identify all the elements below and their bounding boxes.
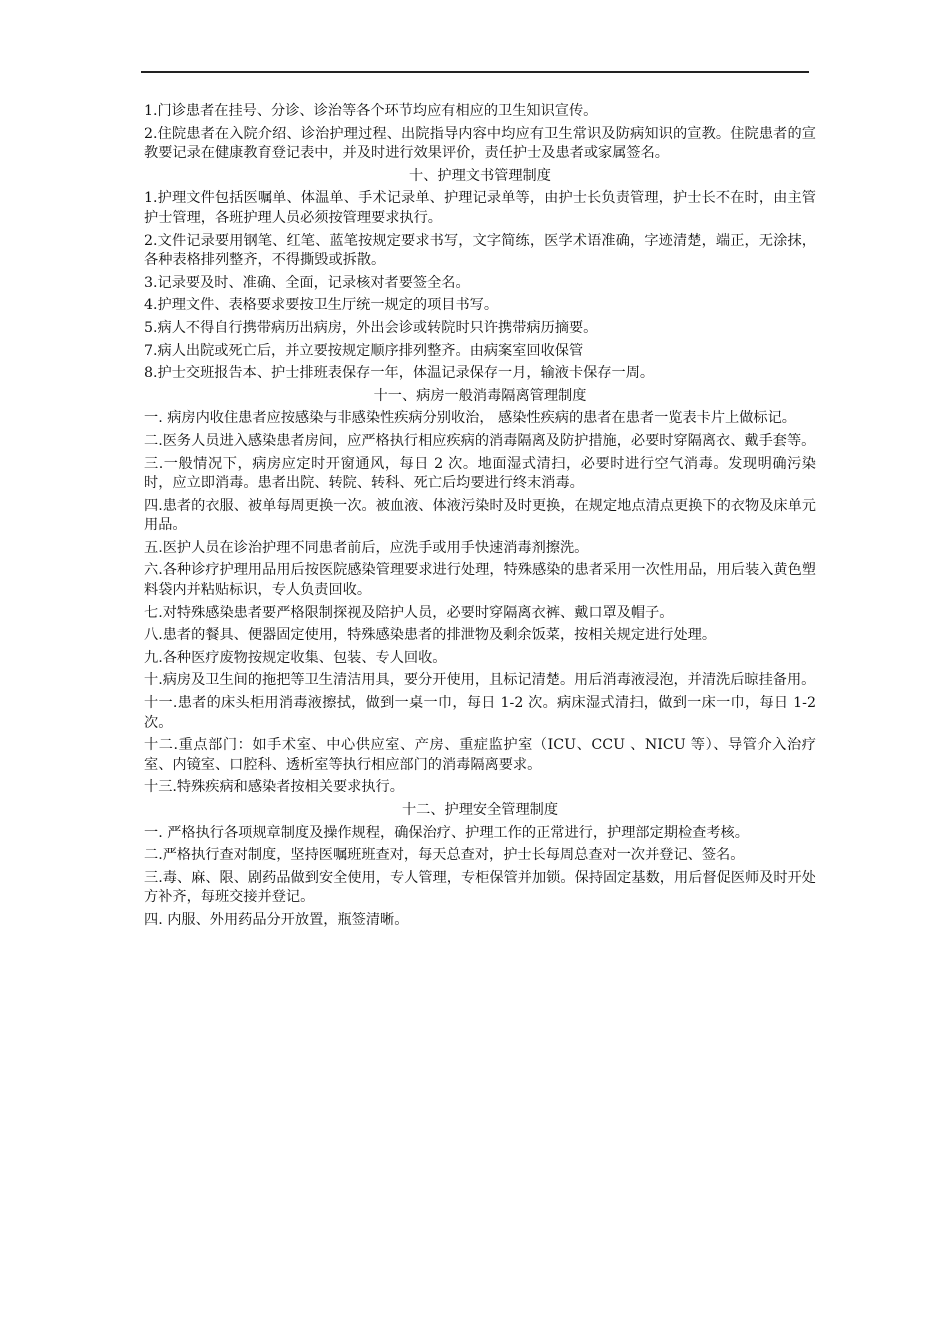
paragraph: 4.护理文件、表格要求要按卫生厅统一规定的项目书写。	[144, 297, 499, 314]
section-title: 十二、护理安全管理制度	[401, 802, 559, 818]
paragraph: 2.文件记录要用钢笔、红笔、蓝笔按规定要求书写，文字简练，医学术语准确，字迹清楚，端正，无涂抹，各种表格排列整齐，不得撕毁或拆散。	[144, 232, 816, 269]
paragraph: 十.病房及卫生间的拖把等卫生清洁用具，要分开使用，且标记清楚。用后消毒液浸泡，并清洗后晾挂备用。	[144, 672, 816, 689]
paragraph: 二.严格执行查对制度，坚持医嘱班班查对，每天总查对，护士长每周总查对一次并登记、签名。	[144, 847, 745, 864]
paragraph: 九.各种医疗废物按规定收集、包装、专人回收。	[144, 649, 447, 666]
paragraph: 3.记录要及时、准确、全面，记录核对者要签全名。	[144, 274, 470, 291]
paragraph: 8.护士交班报告本、护士排班表保存一年，体温记录保存一月，输液卡保存一周。	[144, 365, 655, 382]
paragraph: 四. 内服、外用药品分开放置，瓶签清晰。	[144, 911, 409, 928]
paragraph: 十二.重点部门：如手术室、中心供应室、产房、重症监护室（ICU、CCU 、NICU 等）、导管介入治疗室、内镜室、口腔科、透析室等执行相应部门的消毒隔离要求。	[144, 737, 816, 773]
paragraph: 2.住院患者在入院介绍、诊治护理过程、出院指导内容中均应有卫生常识及防病知识的宣教。住院患者的宣教要记录在健康教育登记表中，并及时进行效果评价，责任护士及患者或家属签名。	[144, 125, 816, 162]
section-title: 十一、病房一般消毒隔离管理制度	[373, 387, 587, 404]
header-rule	[141, 71, 809, 73]
paragraph: 四.患者的衣服、被单每周更换一次。被血液、体液污染时及时更换，在规定地点清点更换下的衣物及床单元用品。	[144, 497, 816, 534]
paragraph: 7.病人出院或死亡后，并立要按规定顺序排列整齐。由病案室回收保管	[144, 342, 584, 359]
paragraph: 七.对特殊感染患者要严格限制探视及陪护人员，必要时穿隔离衣裤、戴口罩及帽子。	[144, 604, 674, 621]
paragraph: 六.各种诊疗护理用品用后按医院感染管理要求进行处理，特殊感染的患者采用一次性用品，用后装入黄色塑料袋内并粘贴标识，专人负责回收。	[144, 562, 816, 599]
paragraph: 十三.特殊疾病和感染者按相关要求执行。	[144, 779, 404, 796]
paragraph: 1.护理文件包括医嘱单、体温单、手术记录单、护理记录单等，由护士长负责管理，护士长不在时，由主管护士管理，各班护理人员必须按管理要求执行。	[144, 190, 816, 226]
document-body	[144, 102, 816, 934]
paragraph: 三.一般情况下，病房应定时开窗通风，每日 2 次。地面湿式清扫，必要时进行空气消毒。发现明确污染时，应立即消毒。患者出院、转院、转科、死亡后均要进行终末消毒。	[144, 455, 816, 492]
paragraph: 1.门诊患者在挂号、分诊、诊治等各个环节均应有相应的卫生知识宣传。	[144, 103, 598, 119]
paragraph: 5.病人不得自行携带病历出病房，外出会诊或转院时只许携带病历摘要。	[144, 319, 598, 336]
section-title: 十、护理文书管理制度	[409, 167, 551, 184]
paragraph: 八.患者的餐具、便器固定使用，特殊感染患者的排泄物及剩余饭菜，按相关规定进行处理。	[144, 627, 717, 644]
paragraph: 五.医护人员在诊治护理不同患者前后，应洗手或用手快速消毒剂擦洗。	[144, 539, 589, 556]
paragraph: 一. 病房内收住患者应按感染与非感染性疾病分别收治， 感染性疾病的患者在患者一览表卡片上做标记。	[144, 410, 796, 427]
paragraph: 三.毒、麻、限、剧药品做到安全使用，专人管理，专柜保管并加锁。保持固定基数，用后督促医师及时开处方补齐，每班交接并登记。	[144, 869, 816, 906]
paragraph: 一. 严格执行各项规章制度及操作规程，确保治疗、护理工作的正常进行，护理部定期检查考核。	[144, 824, 749, 841]
paragraph: 二.医务人员进入感染患者房间，应严格执行相应疾病的消毒隔离及防护措施，必要时穿隔离衣、戴手套等。	[144, 432, 816, 449]
paragraph: 十一.患者的床头柜用消毒液擦拭，做到一桌一巾，每日 1-2 次。病床湿式清扫，做到一床一巾，每日 1-2 次。	[144, 695, 816, 731]
